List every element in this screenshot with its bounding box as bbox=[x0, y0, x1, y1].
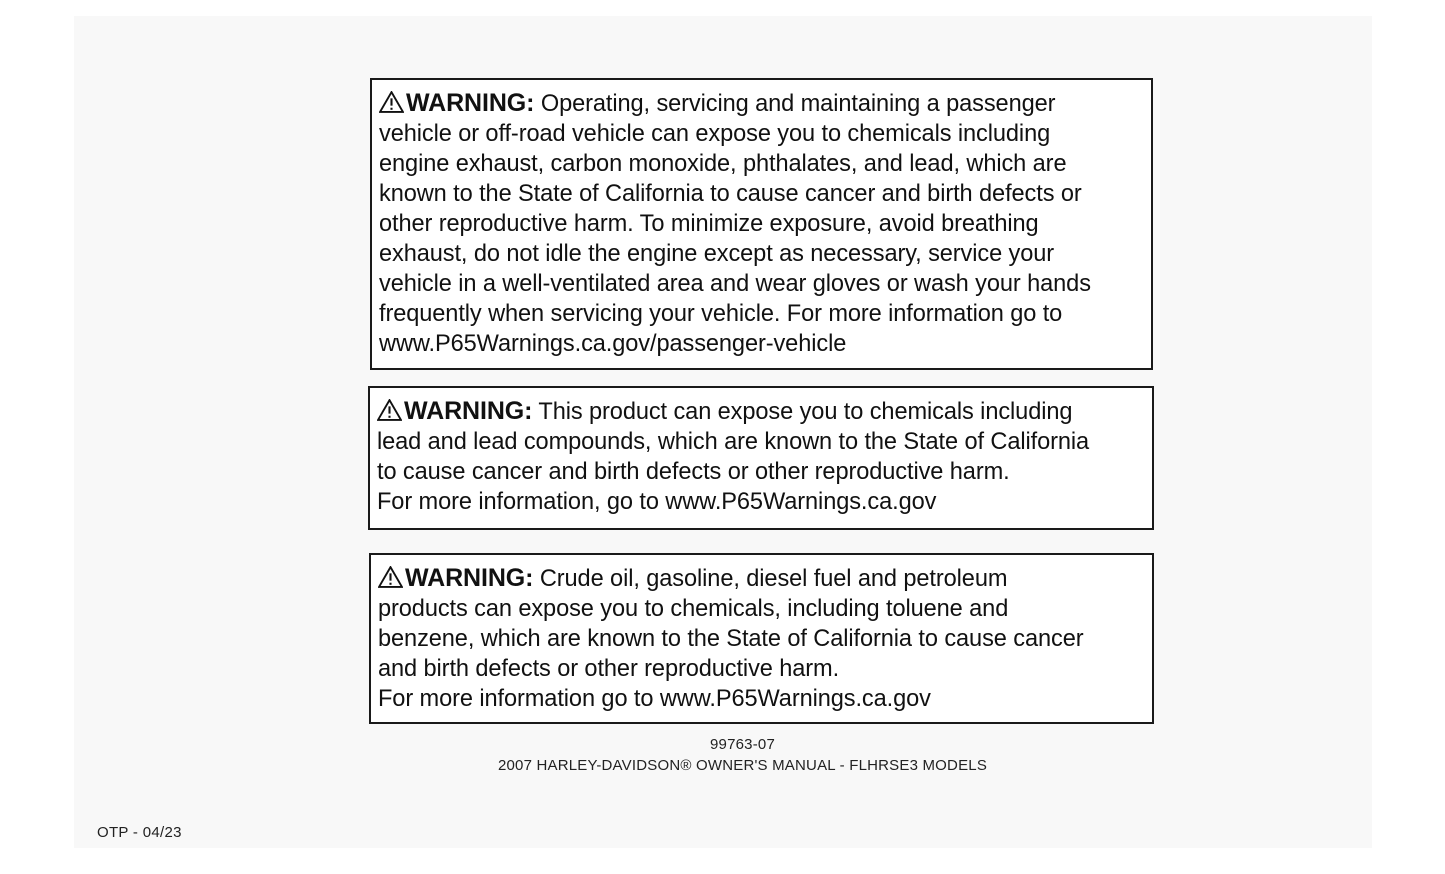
warning-triangle-icon bbox=[377, 399, 402, 421]
warning-text-line: and birth defects or other reproductive harm. bbox=[378, 656, 840, 682]
warning-text-line: known to the State of California to cause cancer and birth defects or bbox=[379, 181, 1082, 207]
manual-title: 2007 HARLEY-DAVIDSON® OWNER'S MANUAL - FLHRSE3 MODELS bbox=[497, 757, 988, 774]
warning-text-line: to cause cancer and birth defects or other reproductive harm. bbox=[377, 459, 1010, 485]
warning-heading: WARNING: bbox=[404, 397, 533, 425]
warning-text-line: vehicle or off-road vehicle can expose you to chemicals including bbox=[379, 121, 1051, 147]
part-number: 99763-07 bbox=[710, 736, 775, 753]
warning-text-line: other reproductive harm. To minimize exposure, avoid breathing bbox=[379, 211, 1039, 237]
warning-triangle-icon bbox=[379, 91, 404, 113]
warning-text-line: exhaust, do not idle the engine except as necessary, service your bbox=[379, 241, 1055, 267]
warning-heading: WARNING: bbox=[406, 89, 535, 117]
warning-triangle-icon bbox=[378, 566, 403, 588]
warning-text-line: engine exhaust, carbon monoxide, phthalates, and lead, which are bbox=[379, 151, 1067, 177]
warning-link-line: For more information go to www.P65Warnings.ca.gov bbox=[378, 686, 931, 712]
warning-first-line bbox=[377, 396, 1144, 427]
warning-text-line: vehicle in a well-ventilated area and wear gloves or wash your hands bbox=[379, 271, 1091, 297]
warning-text-line: benzene, which are known to the State of California to cause cancer bbox=[378, 626, 1084, 652]
warning-text-line: Operating, servicing and maintaining a passenger bbox=[540, 91, 1056, 117]
warning-first-line bbox=[378, 563, 1144, 594]
warning-text-line: This product can expose you to chemicals including bbox=[538, 399, 1073, 425]
warning-first-line bbox=[379, 88, 1143, 119]
warning-link-line: www.P65Warnings.ca.gov/passenger-vehicle bbox=[379, 331, 847, 357]
warning-text-line: products can expose you to chemicals, including toluene and bbox=[378, 596, 1009, 622]
warning-link-line: For more information, go to www.P65Warnings.ca.gov bbox=[377, 489, 937, 515]
warning-box-vehicle bbox=[370, 78, 1153, 370]
warning-text-line: lead and lead compounds, which are known to the State of California bbox=[377, 429, 1090, 455]
warning-text-line: Crude oil, gasoline, diesel fuel and petroleum bbox=[539, 566, 1008, 592]
warning-heading: WARNING: bbox=[405, 564, 534, 592]
otp-code: OTP - 04/23 bbox=[97, 824, 182, 841]
warning-box-lead bbox=[368, 386, 1154, 530]
warning-text-line: frequently when servicing your vehicle. For more information go to bbox=[379, 301, 1063, 327]
warning-box-petroleum bbox=[369, 553, 1154, 724]
